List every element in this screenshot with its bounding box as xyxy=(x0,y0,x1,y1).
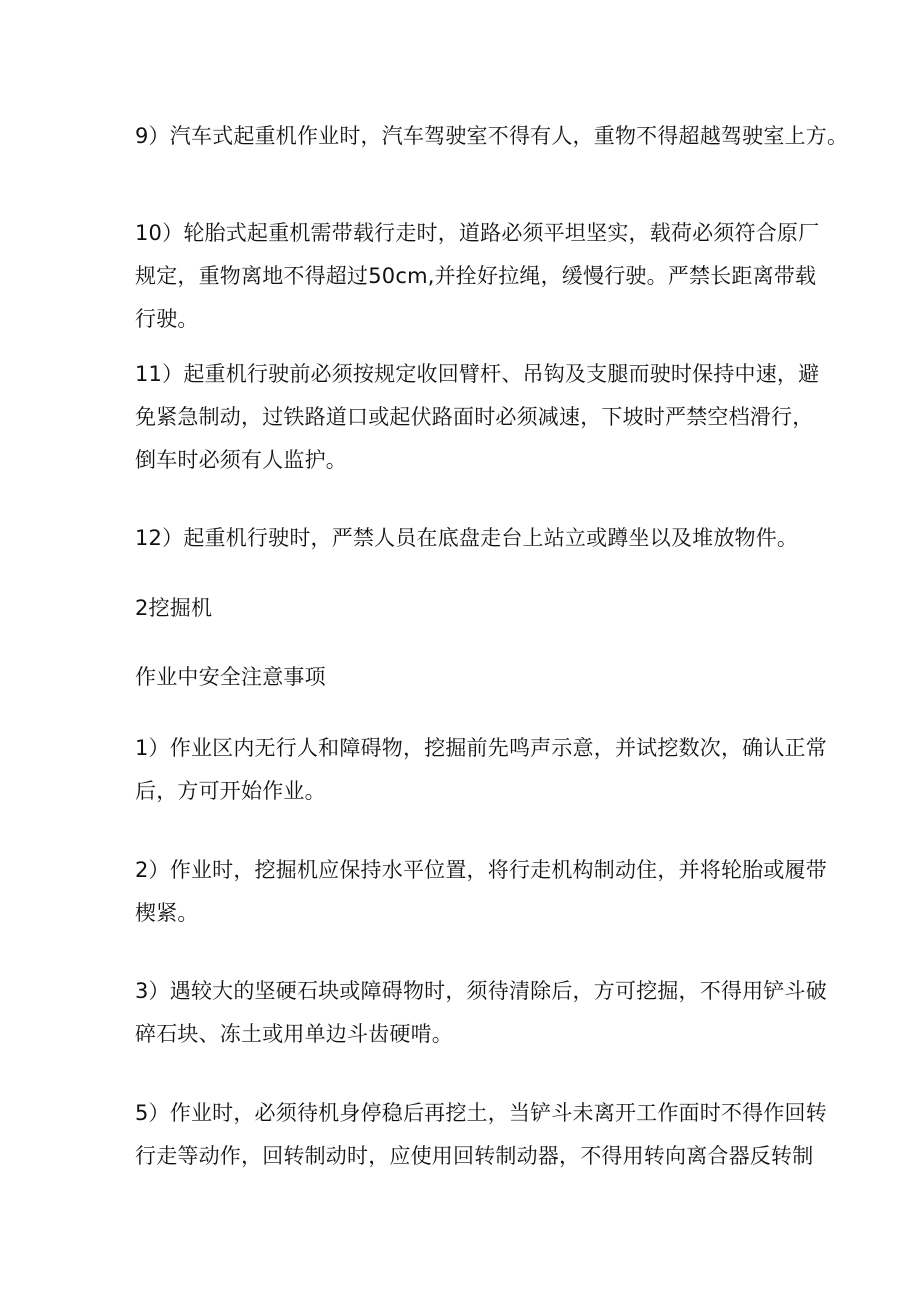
text-line: 12）起重机行驶时，严禁人员在底盘走台上站立或蹲坐以及堆放物件。 xyxy=(135,526,799,550)
text-line: 11）起重机行驶前必须按规定收回臂杆、吊钩及支腿而驶时保持中速，避 xyxy=(135,362,820,386)
text-line: 行驶。 xyxy=(135,307,199,331)
text-line: 2挖掘机 xyxy=(135,596,213,620)
subheading-safety-notes xyxy=(135,656,795,699)
text-line: 碎石块、冻土或用单边斗齿硬啃。 xyxy=(135,1022,453,1046)
paragraph-ex-item-5 xyxy=(135,1092,827,1178)
paragraph-ex-item-2 xyxy=(135,849,827,935)
text-line: 5）作业时，必须待机身停稳后再挖土，当铲斗未离开工作面时不得作回转 xyxy=(135,1101,827,1125)
paragraph-item-11 xyxy=(135,353,820,482)
text-line: 10）轮胎式起重机需带载行走时，道路必须平坦坚实，载荷必须符合原厂 xyxy=(135,221,820,245)
text-line: 倒车时必须有人监护。 xyxy=(135,448,347,472)
text-line: 免紧急制动，过铁路道口或起伏路面时必须减速，下坡时严禁空档滑行， xyxy=(135,405,814,429)
text-line: 规定，重物离地不得超过50cm,并拴好拉绳，缓慢行驶。严禁长距离带载 xyxy=(135,264,817,288)
text-line: 3）遇较大的坚硬石块或障碍物时，须待清除后，方可挖掘，不得用铲斗破 xyxy=(135,979,827,1003)
text-line: 楔紧。 xyxy=(135,901,199,925)
section-heading-excavator xyxy=(135,587,795,630)
paragraph-ex-item-3 xyxy=(135,970,827,1056)
text-line: 后，方可开始作业。 xyxy=(135,779,326,803)
text-line: 9）汽车式起重机作业时，汽车驾驶室不得有人，重物不得超越驾驶室上方。 xyxy=(135,124,849,148)
text-line: 2）作业时，挖掘机应保持水平位置，将行走机构制动住，并将轮胎或履带 xyxy=(135,858,827,882)
paragraph-item-10 xyxy=(135,212,820,341)
text-line: 行走等动作，回转制动时，应使用回转制动器，不得用转向离合器反转制 xyxy=(135,1144,814,1168)
paragraph-ex-item-1 xyxy=(135,727,827,813)
paragraph-item-9 xyxy=(135,115,849,158)
paragraph-item-12 xyxy=(135,517,799,560)
text-line: 1）作业区内无行人和障碍物，挖掘前先鸣声示意，并试挖数次，确认正常 xyxy=(135,736,827,760)
text-line: 作业中安全注意事项 xyxy=(135,665,326,689)
